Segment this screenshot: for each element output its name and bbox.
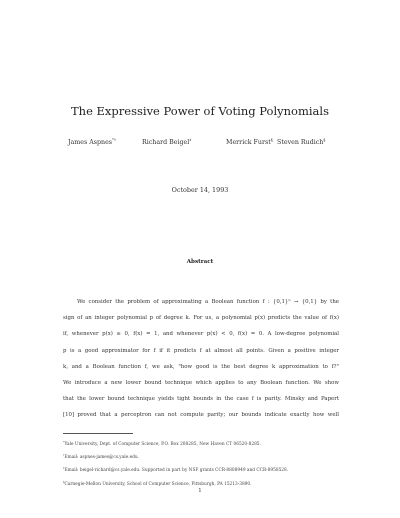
abstract-line: We introduce a new lower bound technique which applies to any Boolean function. We show (63, 380, 339, 387)
abstract-line: [10] proved that a perceptron can not compute parity; our bounds indicate exactly how well (63, 412, 339, 419)
author-beigel (142, 137, 191, 146)
abstract-body (63, 294, 339, 424)
abstract-line: sign of an integer polynomial p of degree k. For us, a polynomial p(x) predicts the value of f(x) (63, 315, 339, 322)
footnote-affiliation-yale (63, 437, 343, 450)
author-list (58, 137, 370, 149)
abstract-line: k, and a Boolean function f, we ask, "how good is the best degree k approximation to f?" (63, 363, 339, 370)
paper-date: October 14, 1993 (171, 186, 229, 194)
abstract-line: We consider the problem of approximating a Boolean function f : {0,1}ⁿ → {0,1} by the (77, 299, 339, 305)
footnote-mark: ‡ (63, 466, 65, 471)
footnote-mark: § (63, 479, 65, 484)
footnote-email-aspnes (63, 450, 343, 463)
footnotes (63, 437, 343, 490)
footnote-text: Email: aspnes-james@cs.yale.edu. (64, 455, 140, 461)
author-footnote-mark: § (323, 137, 326, 142)
paper-title: The Expressive Power of Voting Polynomials (71, 104, 329, 118)
author-furst (226, 137, 273, 146)
abstract-heading: Abstract (186, 259, 214, 265)
footnote-text: Yale University, Dept. of Computer Science, P.O. Box 208285, New Haven CT 06520-8285. (64, 442, 261, 447)
author-footnote-mark: *† (112, 137, 117, 142)
author-name: Steven Rudich (277, 139, 324, 146)
footnote-mark: † (63, 453, 65, 458)
footnote-email-beigel (63, 463, 343, 476)
footnote-text: Email: beigel-richard@cs.yale.edu. Supported in part by NSF grants CCR-8808949 and CCR-8958528. (64, 468, 289, 474)
page-number: 1 (198, 488, 202, 494)
footnote-text: Carnegie-Mellon University, School of Computer Science, Pittsburgh, PA 15213-3890. (64, 481, 252, 487)
author-footnote-mark: ‡ (189, 137, 192, 142)
author-footnote-mark: § (270, 137, 273, 142)
author-name: James Aspnes (68, 139, 113, 146)
abstract-line: if, whenever p(x) ≥ 0, f(x) = 1, and whenever p(x) < 0, f(x) = 0. A low-degree polynomial (63, 331, 339, 338)
footnote-divider (63, 433, 133, 434)
author-aspnes (68, 137, 116, 146)
abstract-line: that the lower bound technique yields tight bounds in the case f is parity. Minsky and Papert (63, 396, 339, 403)
author-name: Merrick Furst (226, 139, 271, 146)
abstract-line: p is a good approximator for f if it predicts f at almost all points. Given a positive integer (63, 347, 339, 354)
footnote-mark: * (63, 440, 65, 444)
author-name: Richard Beigel (142, 139, 190, 146)
author-rudich (277, 137, 325, 146)
